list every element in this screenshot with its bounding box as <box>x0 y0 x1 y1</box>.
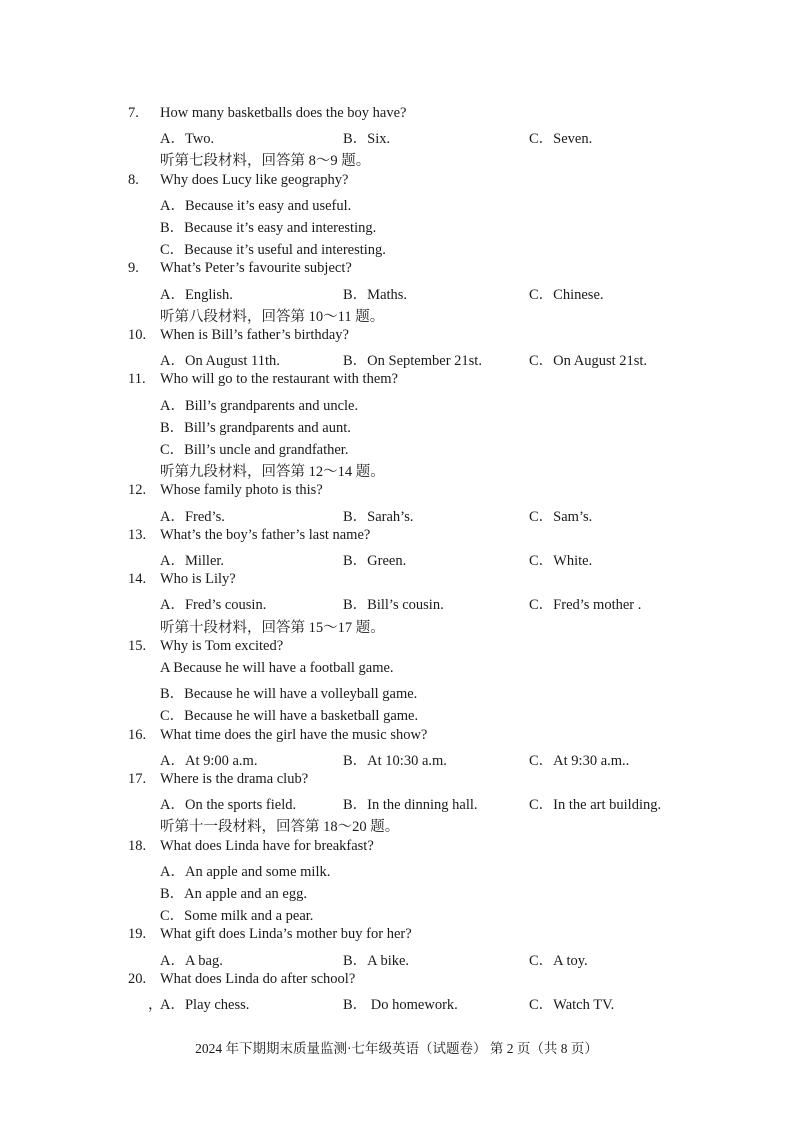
answer-option: B．Sarah’s. <box>343 509 414 525</box>
question-text: What’s Peter’s favourite subject? <box>160 260 352 276</box>
answer-option: B．In the dinning hall. <box>343 797 478 813</box>
answer-option: A．On August 11th. <box>160 353 280 369</box>
question-number: 10. <box>128 327 147 343</box>
answer-option: C．White. <box>529 553 593 569</box>
answer-option: C．Watch TV. <box>529 997 615 1013</box>
answer-option: B．An apple and an egg. <box>160 886 307 902</box>
question-text: What gift does Linda’s mother buy for her? <box>160 926 412 942</box>
question-number: 16. <box>128 727 147 743</box>
question-number: 17. <box>128 771 147 787</box>
question-text: When is Bill’s father’s birthday? <box>160 327 349 343</box>
question-text: Who will go to the restaurant with them? <box>160 371 398 387</box>
answer-option: C．On August 21st. <box>529 353 648 369</box>
section-instruction: 听第八段材料，回答第 10～11 题。 <box>160 309 385 325</box>
question-text: Where is the drama club? <box>160 771 309 787</box>
question-text: Whose family photo is this? <box>160 482 323 498</box>
question-text: What does Linda do after school? <box>160 971 356 987</box>
answer-option: B．Because it’s easy and interesting. <box>160 220 377 236</box>
question-number: 7. <box>128 105 139 121</box>
question-text: What does Linda have for breakfast? <box>160 838 374 854</box>
section-instruction: 听第十一段材料，回答第 18～20 题。 <box>160 819 400 835</box>
answer-option: C．Because he will have a basketball game. <box>160 708 419 724</box>
answer-option: B．At 10:30 a.m. <box>343 753 447 769</box>
stray-mark: ， <box>148 997 163 1013</box>
question-number: 14. <box>128 571 147 587</box>
answer-option: A．Fred’s. <box>160 509 225 525</box>
answer-option: A．On the sports field. <box>160 797 297 813</box>
answer-option: C．Because it’s useful and interesting. <box>160 242 386 258</box>
question-number: 19. <box>128 926 147 942</box>
answer-option: C．Bill’s uncle and grandfather. <box>160 442 349 458</box>
answer-option: C．In the art building. <box>529 797 662 813</box>
answer-option: C．A toy. <box>529 953 588 969</box>
page-footer: 2024 年下期期末质量监测·七年级英语（试题卷） 第 2 页（共 8 页） <box>195 1041 598 1056</box>
answer-option: A．Fred’s cousin. <box>160 597 267 613</box>
question-number: 11. <box>128 371 146 387</box>
question-number: 18. <box>128 838 147 854</box>
answer-option: A．Two. <box>160 131 215 147</box>
answer-option: C．Some milk and a pear. <box>160 908 314 924</box>
answer-option: B．Because he will have a volleyball game. <box>160 686 418 702</box>
question-number: 20. <box>128 971 147 987</box>
answer-option: A．Miller. <box>160 553 225 569</box>
answer-option: B． Do homework. <box>343 997 458 1013</box>
answer-option: B．A bike. <box>343 953 410 969</box>
section-instruction: 听第九段材料，回答第 12～14 题。 <box>160 464 385 480</box>
section-instruction: 听第十段材料，回答第 15～17 题。 <box>160 620 385 636</box>
answer-option: A．Because it’s easy and useful. <box>160 198 352 214</box>
question-text: Who is Lily? <box>160 571 236 587</box>
answer-option: A．At 9:00 a.m. <box>160 753 258 769</box>
question-number: 8. <box>128 172 139 188</box>
question-text: Why is Tom excited? <box>160 638 284 654</box>
answer-option: C．At 9:30 a.m.. <box>529 753 630 769</box>
answer-option: C．Sam’s. <box>529 509 593 525</box>
question-text: Why does Lucy like geography? <box>160 172 349 188</box>
answer-option: A．A bag. <box>160 953 223 969</box>
answer-option: C．Fred’s mother . <box>529 597 642 613</box>
answer-option: B．Green. <box>343 553 407 569</box>
answer-option: A．Play chess. <box>160 997 250 1013</box>
question-number: 13. <box>128 527 147 543</box>
answer-option: B．Maths. <box>343 287 408 303</box>
answer-option: B．Bill’s grandparents and aunt. <box>160 420 351 436</box>
answer-option: B．Six. <box>343 131 391 147</box>
question-text: What’s the boy’s father’s last name? <box>160 527 371 543</box>
section-instruction: 听第七段材料，回答第 8～9 题。 <box>160 153 371 169</box>
question-text: How many basketballs does the boy have? <box>160 105 407 121</box>
answer-option: C．Chinese. <box>529 287 604 303</box>
answer-option: A．Bill’s grandparents and uncle. <box>160 398 359 414</box>
question-number: 15. <box>128 638 147 654</box>
answer-option: A．English. <box>160 287 233 303</box>
answer-option: B．Bill’s cousin. <box>343 597 444 613</box>
answer-option: C．Seven. <box>529 131 593 147</box>
answer-option: B．On September 21st. <box>343 353 482 369</box>
answer-option: A Because he will have a football game. <box>160 660 394 676</box>
answer-option: A．An apple and some milk. <box>160 864 331 880</box>
question-number: 12. <box>128 482 147 498</box>
question-text: What time does the girl have the music show? <box>160 727 428 743</box>
question-number: 9. <box>128 260 139 276</box>
